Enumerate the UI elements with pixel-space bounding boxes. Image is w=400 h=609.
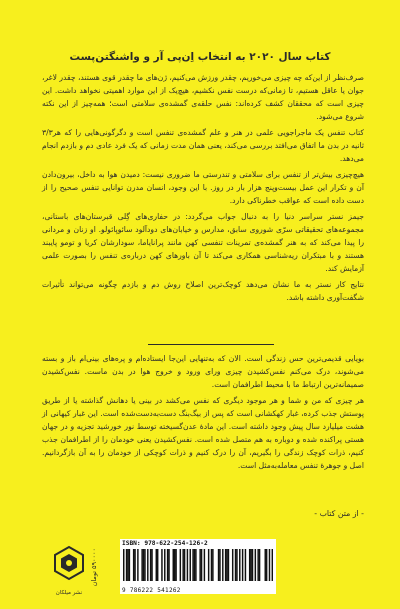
barcode-bar xyxy=(204,549,205,581)
barcode-bar xyxy=(199,549,200,581)
barcode-bar xyxy=(222,549,223,581)
barcode-bar xyxy=(133,549,134,581)
barcode-bar xyxy=(219,549,220,581)
description-paragraph: صرف‌نظر از این‌که چه چیزی می‌خوریم، چقدر ورزش می‌کنیم، ژن‌های ما چقدر قوی هستند، چقدر لاغر، جوان یا عاقل هستیم، تا زمانی‌که درست نفس نکشیم، هیچ‌یک از این موارد اهمیتی نخواهد داشت. این چیزی است که محققان کشف کرده‌اند: نفس حلقه‌ی گمشده‌ی سلامتی است؛ همه‌چیز از این نکته شروع می‌شود. xyxy=(42,73,364,121)
barcode-bar xyxy=(250,549,251,581)
barcode-bar xyxy=(255,549,256,581)
barcode-bar xyxy=(167,549,168,581)
barcode-bar xyxy=(174,549,175,581)
barcode-bar xyxy=(129,549,130,581)
barcode-bar xyxy=(157,549,158,581)
barcode-bar xyxy=(272,549,273,581)
barcode-bar xyxy=(242,549,243,581)
description-block xyxy=(42,71,364,307)
barcode-panel xyxy=(120,539,276,594)
barcode-bar xyxy=(150,549,151,581)
barcode-bar xyxy=(127,549,128,581)
description-paragraph: نتایج کار نستر به ما نشان می‌دهد کوچک‌ترین اصلاح روش دم و بازدم چگونه می‌تواند تأثیرات شگفت‌آوری داشته باشد. xyxy=(42,280,364,302)
description-paragraph: جیمز نستر سراسر دنیا را به دنبال جواب می‌گردد: در حفاری‌های گِلی قبرستان‌های باستانی، مجموعه‌های تحقیقاتی سرّی شوروی سابق، مدارس و خیابان‌های دودآلود سائوپائولو. او زنان و مردانی را پیدا می‌کند که به هنر گمشده‌ی تمرینات تنفسی کهن مانند پرانایاما، سودارشان کریا و تومو پایبند هستند و با مبتکران ریه‌شناسی همکاری می‌کند تا آن باورهای کهن درباره‌ی تنفس را بصورت علمی آزمایش کند. xyxy=(42,212,364,273)
cover-title: کتاب سال ۲۰۲۰ به انتخاب اِن‌پی آر و واشنگتن‌پست xyxy=(69,51,331,63)
barcode-bar xyxy=(194,549,195,581)
barcode-bar xyxy=(180,549,181,581)
barcode-bar xyxy=(190,549,191,581)
barcode-bar xyxy=(257,549,258,581)
barcode-bar xyxy=(226,549,227,581)
barcode-bar xyxy=(123,549,124,581)
barcode-bar xyxy=(236,549,237,581)
barcode-bar xyxy=(245,549,246,581)
barcode-bar xyxy=(235,549,236,581)
barcode-bar xyxy=(201,549,202,581)
excerpt-block xyxy=(42,352,364,475)
barcode-bar xyxy=(232,549,233,581)
barcode-bar xyxy=(259,549,260,581)
barcode-bar xyxy=(211,549,212,581)
barcode-bar xyxy=(184,549,185,581)
description-paragraph: هیچ‌چیزی بیش‌تر از تنفس برای سلامتی و تندرستی ما ضروری نیست: دمیدن هوا به داخل، بیرون‌دادن آن و تکرار این عمل بیست‌وپنج هزار بار در روز. با این وجود، انسان مدرن توانایی تنفس صحیح را از دست داده است که عواقب خطرناکی دارد. xyxy=(42,170,364,205)
excerpt-signoff: - از متن کتاب - xyxy=(314,509,364,518)
isbn-text: ISBN: 978-622-254-126-2 xyxy=(122,540,208,547)
barcode-bar xyxy=(175,549,176,581)
barcode-bar xyxy=(225,549,226,581)
excerpt-paragraph: هر چیزی که من و شما و هر موجود دیگری که نفس می‌کشد در بینی یا دهانش گذاشته یا از طریق پوستش جذب کرده، غبار کهکشانی است که پس از بیگ‌بنگ دست‌به‌دست‌شده است. این غبار کیهانی از هشت میلیارد سال پیش وجود داشته است. این مادهٔ عدن‌گسیخته توسط نور خورشید تجزیه و در جهان هستی پراکنده شده و دوباره به هم متصل شده است. نفس‌کشیدن یعنی خودمان را از اطرافمان جذب کنیم، ذرات کوچک زندگی را بگیریم، آن را درک کنیم و ذرات کوچکی از خودمان را به آن بازگردانیم. اصل و جوهرهٔ تنفس معامله‌به‌مثل است. xyxy=(42,396,364,470)
barcode-bar xyxy=(182,549,183,581)
barcode-bar xyxy=(252,549,253,581)
barcode-digits: 9 786222 541262 xyxy=(122,587,181,594)
barcode-bar xyxy=(151,549,152,581)
barcode-bar xyxy=(266,549,267,581)
barcode-bar xyxy=(156,549,157,581)
barcode-bar xyxy=(265,549,266,581)
barcode-bar xyxy=(228,549,229,581)
barcode-bar xyxy=(269,549,270,581)
excerpt-paragraph: بویایی قدیمی‌ترین حس زندگی است. الان که به‌تنهایی این‌جا ایستاده‌ام و پره‌های بینی‌ام باز و بسته می‌شوند، درک می‌کنم نفس‌کشیدن چیزی ورای ورود و خروج هوا در بدن ماست. نفس‌کشیدن صمیمانه‌ترین ارتباط ما با محیط اطرافمان است. xyxy=(42,354,364,389)
barcode-bar xyxy=(192,549,193,581)
barcode-bar xyxy=(147,549,148,581)
publisher-logo-icon xyxy=(52,545,86,591)
barcode-bar xyxy=(143,549,144,581)
barcode-bar xyxy=(164,549,165,581)
barcode-bar xyxy=(173,549,174,581)
barcode-bar xyxy=(212,549,213,581)
barcode-bar xyxy=(144,549,145,581)
barcode-bar xyxy=(141,549,142,581)
barcode-bars xyxy=(123,549,273,581)
barcode-bar xyxy=(134,549,135,581)
barcode-bar xyxy=(161,549,162,581)
barcode-bar xyxy=(187,549,188,581)
barcode-bar xyxy=(126,549,127,581)
section-divider xyxy=(148,344,274,345)
barcode-bar xyxy=(249,549,250,581)
description-paragraph: کتاب تنفس یک ماجراجویی علمی در هنر و علم گمشده‌ی تنفس است و دگرگونی‌هایی را که هر۳/۳ ثانیه در بدن ما اتفاق می‌افتد بررسی می‌کند، یعنی همان مدت زمانی که یک فرد عادی دم و بازدم انجام می‌دهد. xyxy=(42,128,364,163)
barcode-bar xyxy=(239,549,240,581)
publisher-name: نشر میلکان xyxy=(55,590,83,596)
barcode-bar xyxy=(168,549,169,581)
barcode-bar xyxy=(195,549,196,581)
price-label: ۵۹۰۰۰۰ تومان xyxy=(90,548,98,587)
barcode-bar xyxy=(137,549,138,581)
barcode-bar xyxy=(218,549,219,581)
barcode-bar xyxy=(208,549,209,581)
